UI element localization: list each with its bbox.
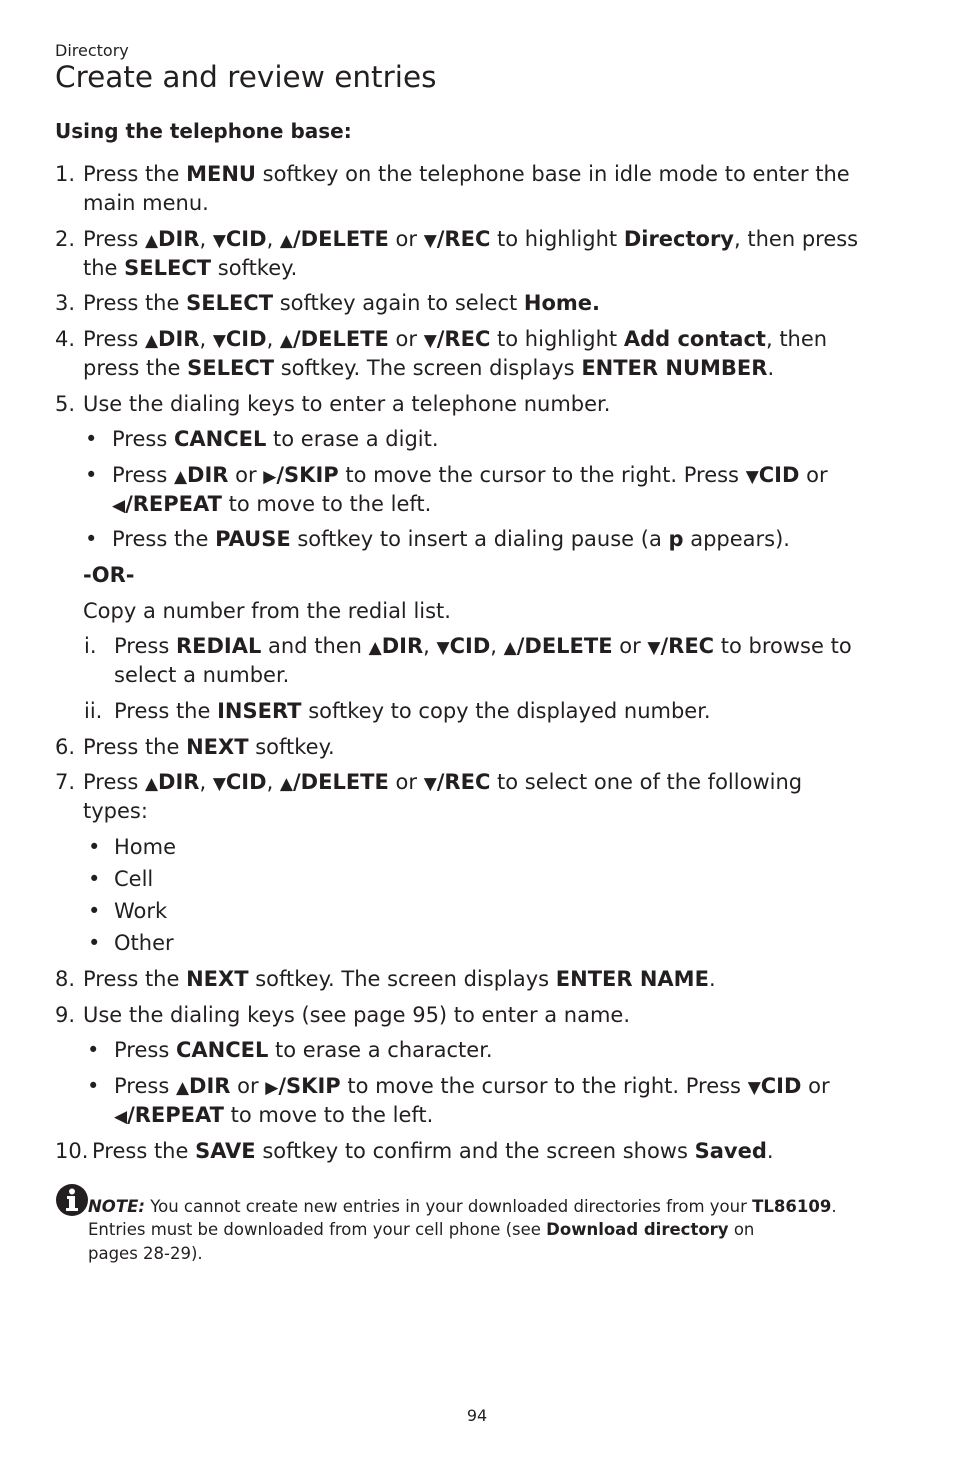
or-separator: -OR- — [83, 563, 135, 587]
bullet: • — [85, 427, 98, 451]
step-5-number: 5. — [55, 392, 76, 416]
substep-i-line-2: select a number. — [114, 663, 290, 687]
type-item: Other — [114, 931, 174, 955]
note-label: NOTE: — [88, 1197, 145, 1216]
step-9-bullet-2-line-2: ◀/REPEAT to move to the left. — [114, 1103, 434, 1127]
down-triangle-icon: ▼ — [423, 231, 437, 251]
step-8-number: 8. — [55, 967, 76, 991]
substep-ii-number: ii. — [84, 699, 103, 723]
note-line-3: pages 28-29). — [88, 1244, 203, 1263]
step-9-number: 9. — [55, 1003, 76, 1027]
bullet: • — [88, 867, 101, 891]
step-2-line-1: Press ▲DIR, ▼CID, ▲/DELETE or ▼/REC to highlight Directory, then press — [83, 227, 859, 251]
subheading: Using the telephone base: — [55, 119, 352, 143]
bullet: • — [85, 527, 98, 551]
down-triangle-icon: ▼ — [212, 231, 226, 251]
step-5-bullet-3: Press the PAUSE softkey to insert a dialing pause (a p appears). — [112, 527, 790, 551]
bullet: • — [88, 931, 101, 955]
bullet: • — [87, 1038, 100, 1062]
down-triangle-icon: ▼ — [647, 638, 661, 658]
step-1-number: 1. — [55, 162, 76, 186]
down-triangle-icon: ▼ — [423, 774, 437, 794]
up-triangle-icon: ▲ — [279, 231, 293, 251]
up-triangle-icon: ▲ — [144, 774, 159, 794]
right-triangle-icon: ▶ — [265, 1078, 279, 1098]
type-item: Work — [114, 899, 168, 923]
section-label: Directory — [55, 41, 129, 60]
step-7-line-1: Press ▲DIR, ▼CID, ▲/DELETE or ▼/REC to select one of the following — [83, 770, 803, 794]
step-3-line-1: Press the SELECT softkey again to select Home. — [83, 291, 601, 315]
info-icon — [55, 1183, 89, 1217]
down-triangle-icon: ▼ — [745, 467, 759, 487]
step-9-line-1: Use the dialing keys (see page 95) to enter a name. — [83, 1003, 631, 1027]
left-triangle-icon: ◀ — [114, 1107, 128, 1127]
down-triangle-icon: ▼ — [212, 331, 226, 351]
bullet: • — [88, 835, 101, 859]
substep-i-line-1: Press REDIAL and then ▲DIR, ▼CID, ▲/DELETE or ▼/REC to browse to — [114, 634, 852, 658]
step-5-bullet-1: Press CANCEL to erase a digit. — [112, 427, 439, 451]
type-item: Cell — [114, 867, 154, 891]
step-8-line-1: Press the NEXT softkey. The screen displays ENTER NAME. — [83, 967, 716, 991]
step-9-bullet-1: Press CANCEL to erase a character. — [114, 1038, 493, 1062]
copy-redial-text: Copy a number from the redial list. — [83, 599, 451, 623]
up-triangle-icon: ▲ — [173, 467, 188, 487]
page-title: Create and review entries — [55, 60, 437, 94]
step-1-line-2: main menu. — [83, 191, 209, 215]
note-line-2: Entries must be downloaded from your cell phone (see Download directory on — [88, 1220, 755, 1239]
bullet: • — [88, 899, 101, 923]
up-triangle-icon: ▲ — [503, 638, 517, 658]
step-4-line-1: Press ▲DIR, ▼CID, ▲/DELETE or ▼/REC to highlight Add contact, then — [83, 327, 828, 351]
note-line-1: NOTE: You cannot create new entries in your downloaded directories from your TL86109. — [88, 1197, 837, 1216]
up-triangle-icon: ▲ — [368, 638, 382, 658]
step-3-number: 3. — [55, 291, 76, 315]
bullet: • — [87, 1074, 100, 1098]
up-triangle-icon: ▲ — [279, 774, 293, 794]
step-7-number: 7. — [55, 770, 76, 794]
step-10-line-1: Press the SAVE softkey to confirm and the screen shows Saved. — [92, 1139, 774, 1163]
step-9-bullet-2-line-1: Press ▲DIR or ▶/SKIP to move the cursor to the right. Press ▼CID or — [114, 1074, 830, 1098]
up-triangle-icon: ▲ — [144, 231, 159, 251]
step-7-line-2: types: — [83, 799, 148, 823]
left-triangle-icon: ◀ — [112, 496, 126, 516]
up-triangle-icon: ▲ — [279, 331, 293, 351]
step-1-line-1: Press the MENU softkey on the telephone base in idle mode to enter the — [83, 162, 850, 186]
step-4-line-2: press the SELECT softkey. The screen displays ENTER NUMBER. — [83, 356, 775, 380]
step-5-line-1: Use the dialing keys to enter a telephone number. — [83, 392, 611, 416]
step-4-number: 4. — [55, 327, 76, 351]
substep-ii-line-1: Press the INSERT softkey to copy the displayed number. — [114, 699, 711, 723]
up-triangle-icon: ▲ — [144, 331, 159, 351]
step-2-line-2: the SELECT softkey. — [83, 256, 298, 280]
down-triangle-icon: ▼ — [436, 638, 450, 658]
page-number: 94 — [466, 1406, 488, 1425]
type-item: Home — [114, 835, 177, 859]
substep-i-number: i. — [84, 634, 97, 658]
down-triangle-icon: ▼ — [423, 331, 437, 351]
step-5-bullet-2-line-2: ◀/REPEAT to move to the left. — [112, 492, 432, 516]
down-triangle-icon: ▼ — [212, 774, 226, 794]
down-triangle-icon: ▼ — [747, 1078, 761, 1098]
step-5-bullet-2-line-1: Press ▲DIR or ▶/SKIP to move the cursor to the right. Press ▼CID or — [112, 463, 828, 487]
step-10-number: 10. — [55, 1139, 89, 1163]
step-6-line-1: Press the NEXT softkey. — [83, 735, 335, 759]
bullet: • — [85, 463, 98, 487]
right-triangle-icon: ▶ — [263, 467, 277, 487]
step-6-number: 6. — [55, 735, 76, 759]
up-triangle-icon: ▲ — [175, 1078, 190, 1098]
step-2-number: 2. — [55, 227, 76, 251]
